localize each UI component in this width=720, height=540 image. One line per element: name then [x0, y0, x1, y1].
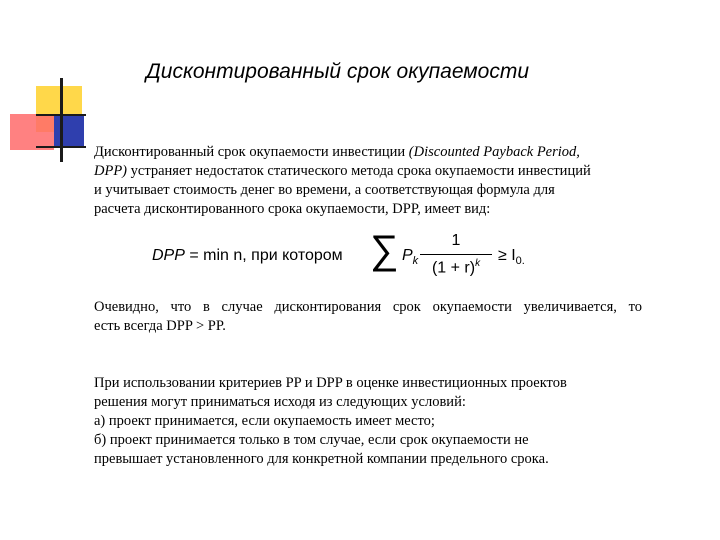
text-line: решения могут приниматься исходя из следующих условий: [94, 394, 466, 410]
paragraph-observation [94, 298, 642, 336]
paragraph-definition [94, 143, 642, 219]
text-line: есть всегда DPP > PP. [94, 318, 226, 334]
decor-vertical-line [60, 78, 63, 162]
text-line: а) проект принимается, если окупаемость имеет место; [94, 413, 435, 429]
text-line: При использовании критериев PP и DPP в оценке инвестиционных проектов [94, 375, 567, 391]
fraction-denominator: $(1 + r)^k$ [431, 258, 481, 277]
formula-lhs: DPP = min n, при котором [152, 247, 343, 264]
formula-fraction [420, 232, 492, 277]
decor-horizontal-line [36, 114, 86, 116]
decor-horizontal-line [36, 146, 86, 148]
text-line: б) проект принимается только в том случае, если срок окупаемости не [94, 432, 529, 448]
text-line: расчета дисконтированного срока окупаемости, DPP, имеет вид: [94, 201, 491, 217]
decor-red-square [10, 114, 54, 150]
fraction-numerator: 1 [451, 232, 461, 249]
text-line: и учитывает стоимость денег во времени, а соответствующая формула для [94, 182, 555, 198]
formula-rhs: ≥ $I_{0.}$ [498, 247, 525, 268]
slide-title: Дисконтированный срок окупаемости [146, 60, 530, 83]
sigma-symbol: ∑ [370, 228, 399, 272]
decor-blue-square [54, 116, 84, 146]
text-line: Очевидно, что в случае дисконтирования срок окупаемости увеличивается, то [94, 299, 642, 315]
text-line: DPP) устраняет недостаток статического метода срока окупаемости инвестиций [94, 163, 591, 179]
paragraph-criteria [94, 374, 642, 469]
dpp-formula [152, 230, 542, 280]
text-line: Дисконтированный срок окупаемости инвестиции (Discounted Payback Period, [94, 144, 580, 160]
formula-pk: $P_k$ [402, 247, 419, 268]
text-line: превышает установленного для конкретной компании предельного срока. [94, 451, 549, 467]
